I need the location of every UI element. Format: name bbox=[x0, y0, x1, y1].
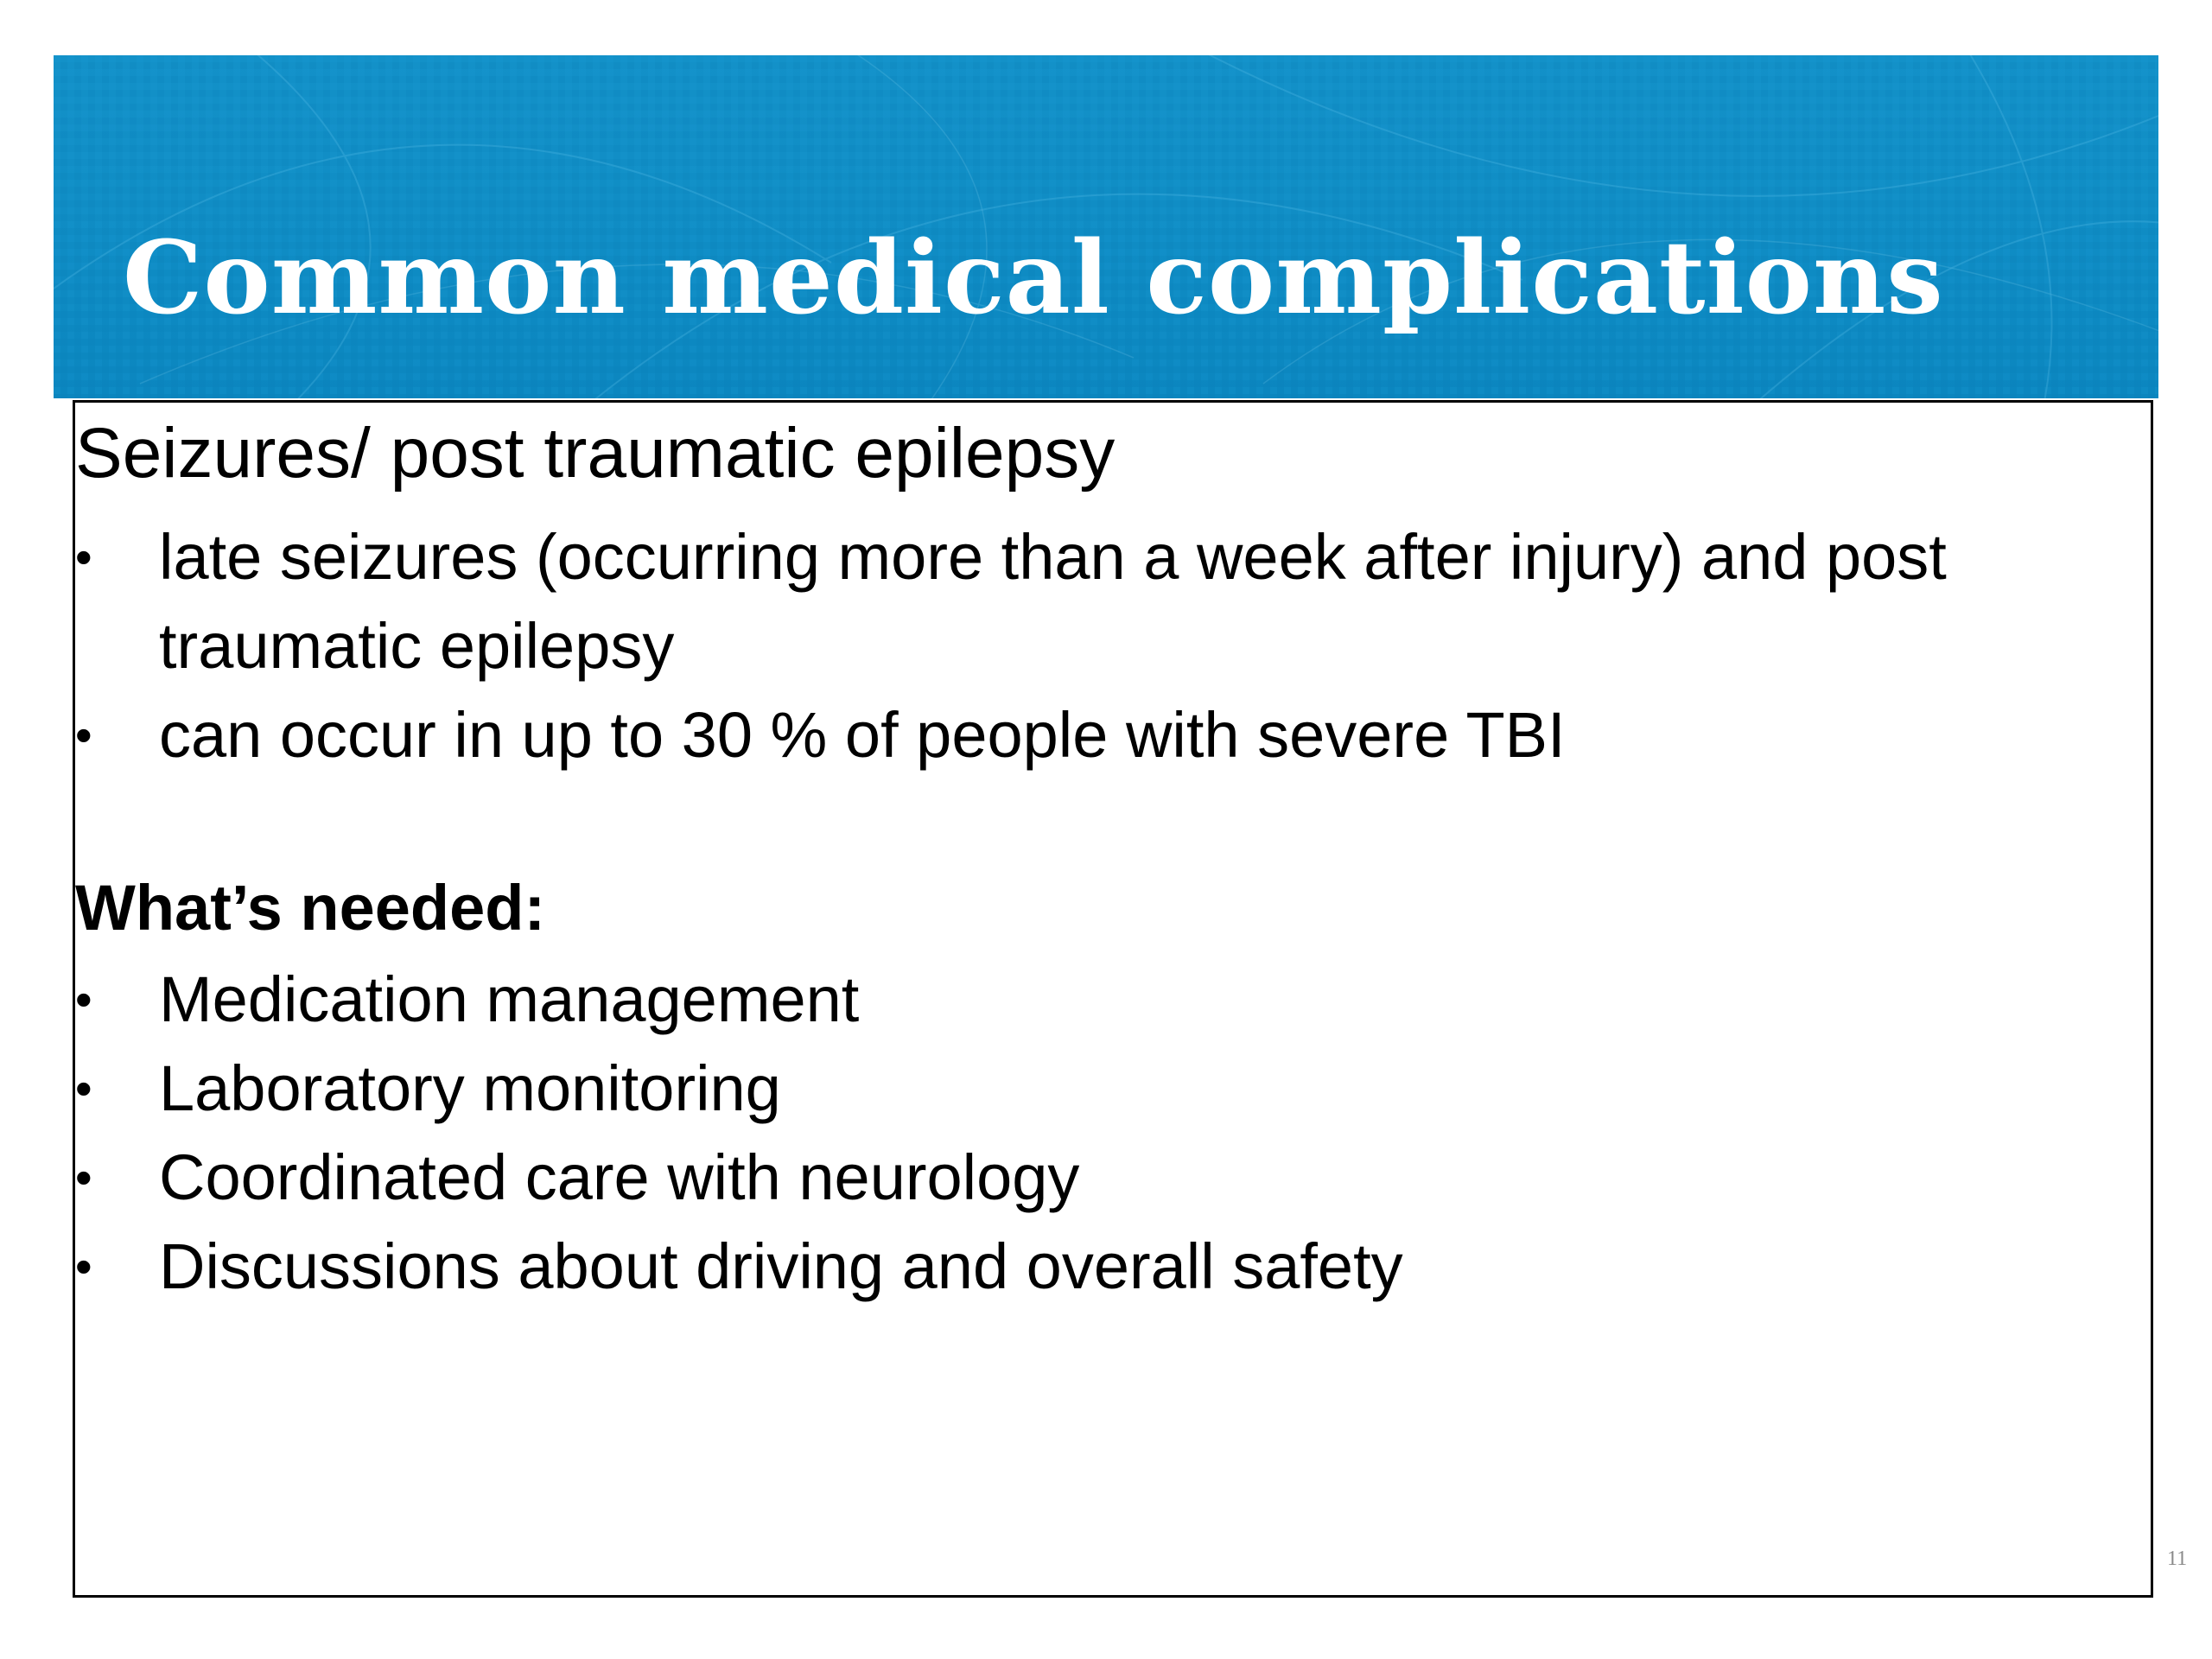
section-heading-needs: What’s needed: bbox=[75, 872, 546, 944]
list-item-text: can occur in up to 30 % of people with severe TBI bbox=[159, 699, 1566, 771]
section-heading-seizures: Seizures/ post traumatic epilepsy bbox=[75, 414, 1116, 493]
list-item-text: Laboratory monitoring bbox=[159, 1052, 781, 1124]
bullet-glyph: • bbox=[75, 708, 92, 762]
bullet-glyph: • bbox=[75, 530, 92, 584]
bullet-glyph: • bbox=[75, 1150, 92, 1205]
content-box bbox=[73, 400, 2153, 1598]
bullet-glyph: • bbox=[75, 1061, 92, 1116]
title-banner bbox=[54, 55, 2158, 398]
bullet-glyph: • bbox=[75, 972, 92, 1027]
list-item-text: Medication management bbox=[159, 963, 860, 1035]
list-item-text: late seizures (occurring more than a week after injury) and post traumatic epilepsy bbox=[159, 521, 1947, 682]
list-item bbox=[75, 1133, 2140, 1222]
list-item bbox=[75, 1044, 2140, 1133]
list-item bbox=[75, 1222, 2140, 1311]
bullet-glyph: • bbox=[75, 1239, 92, 1294]
list-item-text: Coordinated care with neurology bbox=[159, 1141, 1080, 1213]
slide-title: Common medical complications bbox=[123, 219, 1944, 337]
page-number: 11 bbox=[2167, 1548, 2188, 1570]
list-item bbox=[75, 690, 2140, 779]
list-item bbox=[75, 955, 2140, 1044]
list-item-text: Discussions about driving and overall safety bbox=[159, 1230, 1403, 1302]
list-item bbox=[75, 512, 2140, 690]
